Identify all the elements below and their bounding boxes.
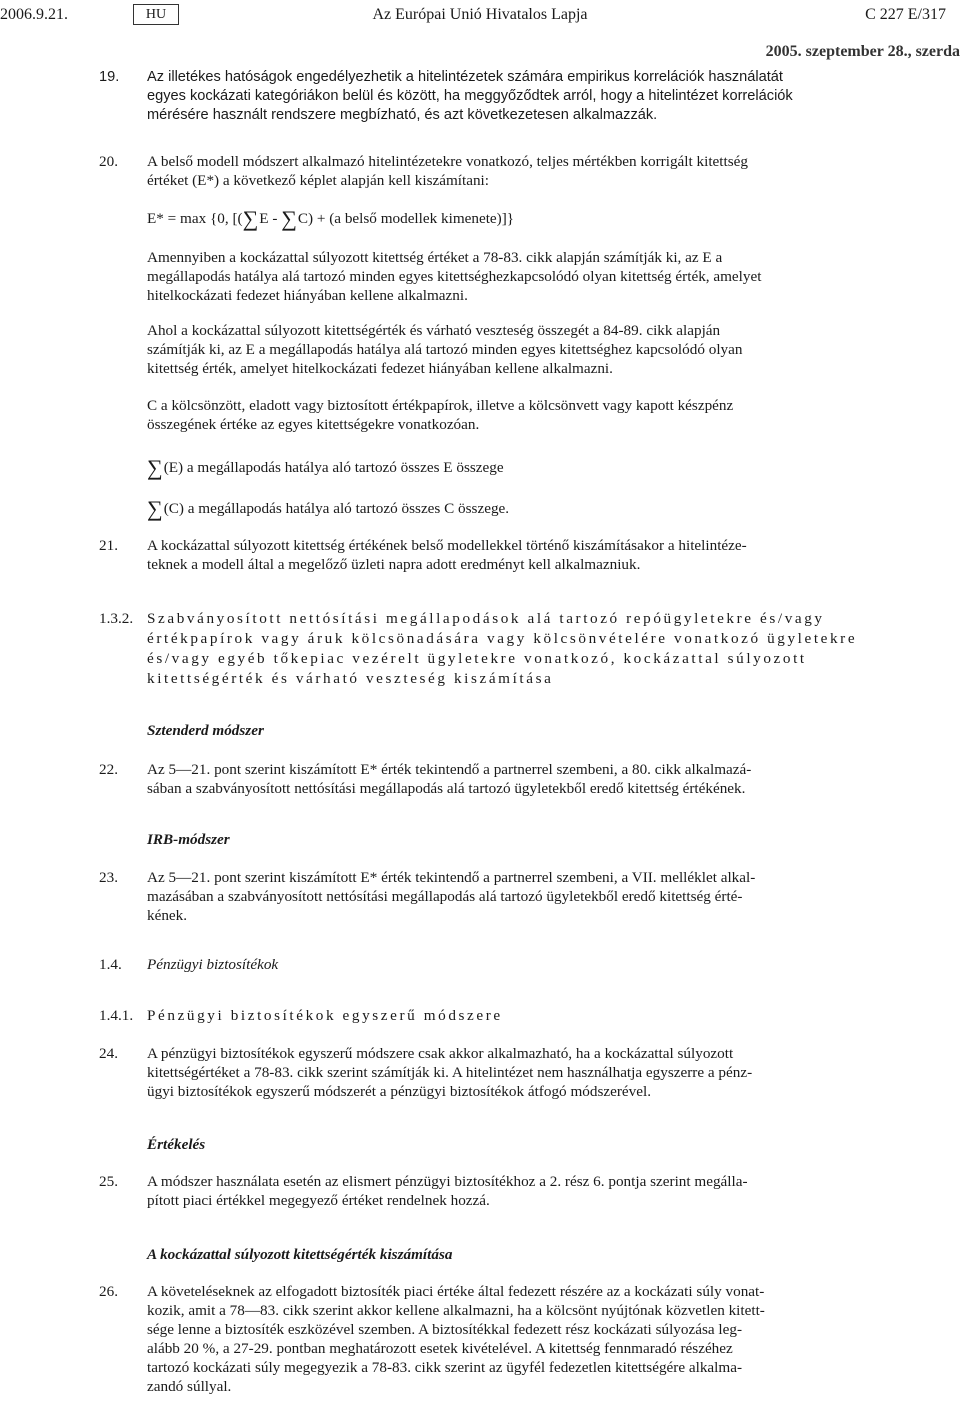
- journal-reference: C 227 E/317: [865, 6, 946, 23]
- sum-c-definition-text: (C) a megállapodás hatálya aló tartozó összes C összege.: [163, 500, 510, 517]
- para-19-line: Az illetékes hatóságok engedélyezhetik a hitelintézetek számára empirikus korrelációk használatát: [147, 69, 783, 85]
- para-19-number: 19.: [99, 69, 120, 85]
- para-20-line: Amennyiben a kockázattal súlyozott kitettség értéket a 78-83. cikk alapján számítják ki, az E a: [147, 249, 723, 266]
- para-22-line: sában a szabványosított nettósítási megállapodás alá tartozó ügyletekből eredő kitettség értékének.: [147, 780, 746, 797]
- para-20-line: C a kölcsönzött, eladott vagy biztosított értékpapírok, illetve a kölcsönvett vagy kapott készpénz: [147, 397, 734, 414]
- para-26-line: alább 20 %, a 27-29. pontban meghatározott esetek kivételével. A kitettség fennmaradó részéhez: [147, 1340, 733, 1357]
- sum-e-definition: [147, 455, 867, 480]
- para-20-line: számítják ki, az E a megállapodás hatálya alá tartozó minden egyes kitettséghez kapcsolódó olyan: [147, 341, 743, 358]
- para-26-line: sége lenne a biztosíték eszközével szemben. A biztosítékkal fedezett rész kockázati súlyozása leg-: [147, 1321, 743, 1338]
- section-1-4-1-number: 1.4.1.: [99, 1007, 134, 1024]
- para-21-line: teknek a modell által a megelőző üzleti napra adott eredményt kell alkalmazniuk.: [147, 556, 641, 573]
- formula-prefix: E* = max {0, [(: [147, 210, 243, 227]
- overlay-date: 2005. szeptember 28., szerda: [765, 43, 960, 60]
- heading-standard-method: Sztenderd módszer: [147, 722, 264, 739]
- para-24-line: A pénzügyi biztosítékok egyszerű módszere csak akkor alkalmazható, ha a kockázattal súlyozott: [147, 1045, 734, 1062]
- para-24-text: [147, 1044, 867, 1101]
- para-20-line: megállapodás hatálya alá tartozó minden egyes kitettséghezkapcsolódó olyan kitettség érték, amelyet: [147, 268, 762, 285]
- para-25-number: 25.: [99, 1173, 118, 1190]
- para-19-text: [147, 68, 867, 125]
- section-title-line: Szabványosított nettósítási megállapodások alá tartozó repóügyletekre és/vagy: [147, 610, 825, 627]
- para-20-text: [147, 152, 867, 190]
- heading-irb-method: IRB-módszer: [147, 831, 230, 848]
- section-title-line: és/vagy egyéb tőkepiac vezérelt ügyletekre vonatkozó, kockázattal súlyozott: [147, 650, 807, 667]
- para-24-line: ügyi biztosítékok egyszerű módszerét a pénzügyi biztosítékok átfogó módszerével.: [147, 1083, 651, 1100]
- para-23-number: 23.: [99, 869, 118, 886]
- section-1-3-2-title: [147, 609, 867, 689]
- para-19-line: mérésére használt rendszere megbízható, és azt következetesen alkalmazzák.: [147, 107, 658, 123]
- para-26-line: kozik, amit a 78—83. cikk szerint akkor kellene alkalmazni, ha a kölcsönt nyújtónak közvetlen kitett-: [147, 1302, 765, 1319]
- section-1-4-1-title: Pénzügyi biztosítékok egyszerű módszere: [147, 1007, 503, 1024]
- heading-risk-weighted-calculation: A kockázattal súlyozott kitettségérték kiszámítása: [147, 1246, 453, 1263]
- language-badge: HU: [133, 4, 179, 25]
- para-26-text: [147, 1282, 867, 1396]
- sigma-icon: ∑: [281, 206, 297, 231]
- para-20-text-2: [147, 248, 867, 305]
- para-25-line: A módszer használata esetén az elismert pénzügyi biztosítékhoz a 2. rész 6. pontja szerint megálla-: [147, 1173, 748, 1190]
- para-23-line: kének.: [147, 907, 188, 924]
- para-20-line: kitettség érték, amelyet hitelkockázati fedezet hiányában kellene alkalmazni.: [147, 360, 613, 377]
- formula-sum-e: E -: [259, 210, 282, 227]
- para-23-line: mazásában a szabványosított nettósítási megállapodás alá tartozó ügyletekből eredő kitettség érté-: [147, 888, 743, 905]
- para-20-text-4: [147, 396, 867, 434]
- para-26-line: zandó súllyal.: [147, 1378, 232, 1395]
- section-1-4-title: Pénzügyi biztosítékok: [147, 956, 279, 973]
- sum-e-definition-text: (E) a megállapodás hatálya aló tartozó összes E összege: [163, 459, 504, 476]
- para-21-number: 21.: [99, 537, 118, 554]
- header-date: 2006.9.21.: [0, 6, 68, 23]
- para-26-line: tartozó kockázati súly megegyezik a 78-83. cikk szerint az ügyfél fedezetlen kitettségére alkalma-: [147, 1359, 742, 1376]
- para-21-text: [147, 536, 867, 574]
- para-22-number: 22.: [99, 761, 118, 778]
- section-title-line: kitettségérték és várható veszteség kiszámítása: [147, 670, 554, 687]
- heading-evaluation: Értékelés: [147, 1136, 206, 1153]
- para-20-text-3: [147, 321, 867, 378]
- section-title-line: értékpapírok vagy áruk kölcsönadására vagy kölcsönvételére vonatkozó ügyletekre: [147, 630, 858, 647]
- para-24-number: 24.: [99, 1045, 118, 1062]
- para-21-line: A kockázattal súlyozott kitettség értékének belső modellekkel történő kiszámításakor a hitelintéze-: [147, 537, 747, 554]
- sum-c-definition: [147, 496, 867, 521]
- sigma-icon: ∑: [147, 455, 163, 480]
- para-19-line: egyes kockázati kategóriákon belül és között, ha meggyőződtek arról, hogy a hitelintézet korrelációk: [147, 88, 793, 104]
- para-20-line: hitelkockázati fedezet hiányában kellene alkalmazni.: [147, 287, 468, 304]
- para-22-line: Az 5—21. pont szerint kiszámított E* érték tekintendő a partnerrel szembeni, a 80. cikk alkalmazá-: [147, 761, 752, 778]
- para-20-line: A belső modell módszert alkalmazó hitelintézetekre vonatkozó, teljes mértékben korrigált kitettség: [147, 153, 748, 170]
- formula-sum-c: C) + (a belső modellek kimenete)]}: [297, 210, 515, 227]
- section-1-3-2-number: 1.3.2.: [99, 610, 134, 627]
- sigma-icon: ∑: [147, 496, 163, 521]
- para-26-number: 26.: [99, 1283, 118, 1300]
- para-20-line: Ahol a kockázattal súlyozott kitettségérték és várható veszteség összegét a 84-89. cikk alapján: [147, 322, 721, 339]
- formula-e-star: [147, 206, 867, 231]
- para-20-number: 20.: [99, 153, 118, 170]
- sigma-icon: ∑: [242, 206, 259, 231]
- para-20-line: összegének értéke az egyes kitettségekre vonatkozóan.: [147, 416, 480, 433]
- section-1-4-number: 1.4.: [99, 956, 122, 973]
- para-22-text: [147, 760, 867, 798]
- para-26-line: A követeléseknek az elfogadott biztosíték piaci értéke által fedezett részére az a kockázati súly vonat-: [147, 1283, 765, 1300]
- page-header: [0, 2, 960, 26]
- para-24-line: kitettségértéket a 78-83. cikk szerint számítják ki. A hitelintézet nem használhatja egyszerre a pénz-: [147, 1064, 753, 1081]
- para-23-line: Az 5—21. pont szerint kiszámított E* érték tekintendő a partnerrel szembeni, a VII. melléklet alkal-: [147, 869, 756, 886]
- para-23-text: [147, 868, 867, 925]
- para-20-line: értéket (E*) a következő képlet alapján kell kiszámítani:: [147, 172, 489, 189]
- journal-title: Az Európai Unió Hivatalos Lapja: [372, 6, 588, 23]
- para-25-line: pított piaci értékkel megegyező értéket rendelnek hozzá.: [147, 1192, 490, 1209]
- para-25-text: [147, 1172, 867, 1210]
